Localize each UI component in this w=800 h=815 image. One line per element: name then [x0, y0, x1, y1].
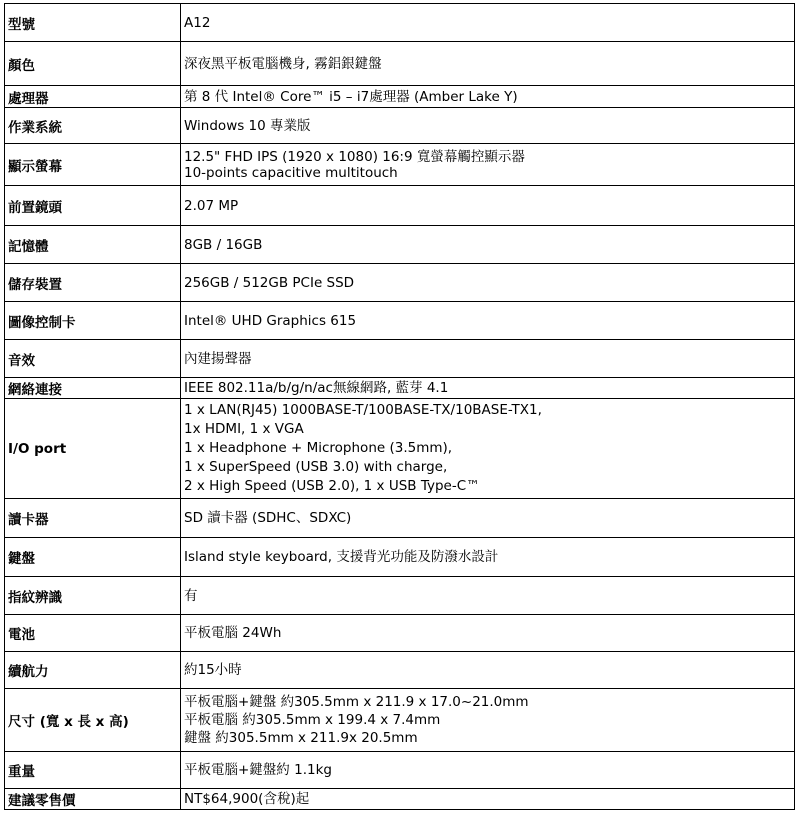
spec-label: 網絡連接: [5, 378, 181, 399]
spec-value-line: 內建揚聲器: [184, 350, 252, 367]
spec-value-line: 1x HDMI, 1 x VGA: [184, 421, 304, 437]
spec-value: [181, 499, 795, 538]
spec-value-line: 平板電腦+鍵盤 約305.5mm x 211.9 x 17.0~21.0mm: [184, 694, 529, 710]
spec-label: I/O port: [5, 399, 181, 499]
spec-label: 處理器: [5, 86, 181, 108]
spec-label: 顯示螢幕: [5, 144, 181, 186]
spec-value-line: Windows 10 專業版: [184, 117, 311, 134]
spec-row: [5, 4, 795, 42]
spec-value: [181, 186, 795, 226]
spec-label: 儲存裝置: [5, 264, 181, 302]
spec-row: [5, 789, 795, 810]
spec-row: [5, 108, 795, 144]
spec-value-line: 鍵盤 約305.5mm x 211.9x 20.5mm: [184, 730, 418, 746]
spec-row: [5, 302, 795, 340]
spec-label: 顏色: [5, 42, 181, 86]
spec-value: [181, 108, 795, 144]
spec-value: [181, 302, 795, 340]
spec-label: 音效: [5, 340, 181, 378]
spec-value: [181, 340, 795, 378]
spec-value-line: IEEE 802.11a/b/g/n/ac無線網路, 藍芽 4.1: [184, 380, 449, 396]
spec-row: [5, 615, 795, 652]
spec-value-line: 1 x SuperSpeed (USB 3.0) with charge,: [184, 459, 448, 475]
spec-value: [181, 399, 795, 499]
spec-value-line: NT$64,900(含稅)起: [184, 791, 310, 807]
spec-value-line: 10-points capacitive multitouch: [184, 164, 398, 181]
spec-row: [5, 86, 795, 108]
spec-row: [5, 652, 795, 689]
spec-value: [181, 615, 795, 652]
spec-row: [5, 42, 795, 86]
spec-label: 指紋辨識: [5, 577, 181, 615]
spec-value-line: 第 8 代 Intel® Core™ i5 – i7處理器 (Amber Lake Y): [184, 88, 518, 105]
spec-value: [181, 86, 795, 108]
spec-label: 前置鏡頭: [5, 186, 181, 226]
spec-label: 記憶體: [5, 226, 181, 264]
spec-row: [5, 689, 795, 752]
spec-value: [181, 226, 795, 264]
spec-value-line: 約15小時: [184, 662, 242, 678]
spec-table-body: [5, 4, 795, 810]
spec-row: [5, 378, 795, 399]
spec-value-line: 平板電腦+鍵盤約 1.1kg: [184, 762, 332, 778]
spec-value-line: SD 讀卡器 (SDHC、SDXC): [184, 510, 352, 526]
spec-label: 型號: [5, 4, 181, 42]
spec-value: [181, 4, 795, 42]
spec-row: [5, 340, 795, 378]
spec-value-line: 8GB / 16GB: [184, 236, 263, 253]
spec-value-line: 平板電腦 約305.5mm x 199.4 x 7.4mm: [184, 712, 441, 728]
spec-value: [181, 538, 795, 577]
spec-row: [5, 144, 795, 186]
spec-value-line: 2 x High Speed (USB 2.0), 1 x USB Type-C™: [184, 478, 480, 494]
spec-row: [5, 226, 795, 264]
spec-value: [181, 42, 795, 86]
spec-value-line: 12.5" FHD IPS (1920 x 1080) 16:9 寬螢幕觸控顯示器: [184, 148, 525, 165]
spec-value-line: 256GB / 512GB PCIe SSD: [184, 274, 355, 291]
spec-label: 圖像控制卡: [5, 302, 181, 340]
spec-value-line: 平板電腦 24Wh: [184, 625, 282, 641]
spec-row: [5, 752, 795, 789]
spec-value: [181, 752, 795, 789]
spec-row: [5, 538, 795, 577]
spec-label: 續航力: [5, 652, 181, 689]
spec-value-line: Intel® UHD Graphics 615: [184, 312, 357, 329]
spec-label: 鍵盤: [5, 538, 181, 577]
spec-value-line: 1 x LAN(RJ45) 1000BASE-T/100BASE-TX/10BASE-TX1,: [184, 402, 542, 418]
spec-value-line: Island style keyboard, 支援背光功能及防潑水設計: [184, 549, 499, 565]
spec-value: [181, 577, 795, 615]
spec-value-line: 2.07 MP: [184, 197, 239, 214]
spec-row: [5, 577, 795, 615]
spec-value-line: 有: [184, 587, 198, 604]
spec-value: [181, 264, 795, 302]
spec-value: [181, 144, 795, 186]
spec-label: 讀卡器: [5, 499, 181, 538]
spec-value: [181, 689, 795, 752]
spec-value-line: 1 x Headphone + Microphone (3.5mm),: [184, 440, 453, 456]
spec-value-line: A12: [184, 14, 211, 31]
spec-value: [181, 789, 795, 810]
spec-row: [5, 186, 795, 226]
spec-label: 重量: [5, 752, 181, 789]
spec-label: 電池: [5, 615, 181, 652]
spec-label: 作業系統: [5, 108, 181, 144]
spec-label: 建議零售價: [5, 789, 181, 810]
spec-value: [181, 652, 795, 689]
spec-label: 尺寸 (寬 x 長 x 高): [5, 689, 181, 752]
spec-table: [4, 3, 795, 810]
spec-value-line: 深夜黑平板電腦機身, 霧鋁銀鍵盤: [184, 55, 382, 72]
spec-row: [5, 399, 795, 499]
spec-row: [5, 499, 795, 538]
spec-row: [5, 264, 795, 302]
spec-value: [181, 378, 795, 399]
